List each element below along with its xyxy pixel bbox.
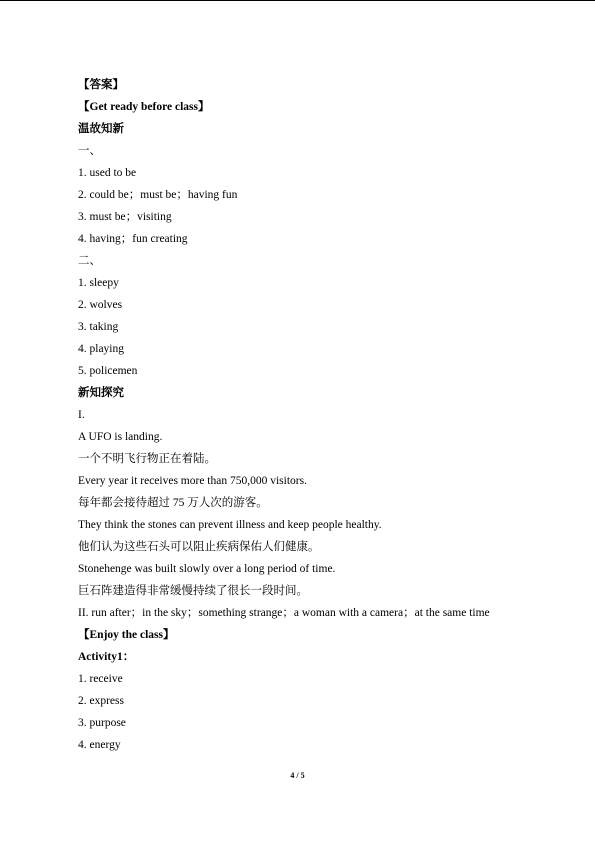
list-item: 5. policemen bbox=[78, 365, 138, 377]
list-item: 4. energy bbox=[78, 739, 121, 751]
list-item: 4. having；fun creating bbox=[78, 233, 188, 245]
page-number: 4 / 5 bbox=[290, 771, 305, 780]
list-item: 1. used to be bbox=[78, 167, 137, 179]
sentence-chinese: 巨石阵建造得非常缓慢持续了很长一段时间。 bbox=[78, 585, 308, 597]
sentence-chinese: 他们认为这些石头可以阻止疾病保佑人们健康。 bbox=[78, 541, 320, 553]
answer-heading: 【答案】 bbox=[78, 79, 124, 91]
review-title: 温故知新 bbox=[78, 123, 124, 135]
list-item: 1. sleepy bbox=[78, 277, 119, 289]
sentence-english: They think the stones can prevent illness and keep people healthy. bbox=[78, 519, 382, 531]
document-body bbox=[78, 74, 578, 756]
sentence-english: A UFO is landing. bbox=[78, 431, 163, 443]
sentence-chinese: 每年都会接待超过 75 万人次的游客。 bbox=[78, 497, 268, 509]
list-item: 3. taking bbox=[78, 321, 119, 333]
review-part2-label: 二、 bbox=[78, 255, 101, 267]
sentence-chinese: 一个不明飞行物正在着陆。 bbox=[78, 453, 216, 465]
list-item: 2. could be；must be；having fun bbox=[78, 189, 238, 201]
list-item: 1. receive bbox=[78, 673, 123, 685]
list-item: 4. playing bbox=[78, 343, 124, 355]
list-item: 3. must be；visiting bbox=[78, 211, 172, 223]
list-item: 2. wolves bbox=[78, 299, 123, 311]
activity1-label: Activity1： bbox=[78, 651, 135, 663]
get-ready-heading: 【Get ready before class】 bbox=[78, 101, 210, 113]
sentence-english: Stonehenge was built slowly over a long period of time. bbox=[78, 563, 336, 575]
enjoy-heading: 【Enjoy the class】 bbox=[78, 629, 175, 641]
list-item: 2. express bbox=[78, 695, 124, 707]
explore-section2-answers: II. run after；in the sky；something strange；a woman with a camera；at the same time bbox=[78, 607, 490, 619]
explore-section1-label: I. bbox=[78, 409, 85, 421]
review-part1-label: 一、 bbox=[78, 145, 101, 157]
sentence-english: Every year it receives more than 750,000 visitors. bbox=[78, 475, 307, 487]
list-item: 3. purpose bbox=[78, 717, 126, 729]
top-border-line bbox=[0, 0, 595, 1]
explore-title: 新知探究 bbox=[78, 387, 124, 399]
